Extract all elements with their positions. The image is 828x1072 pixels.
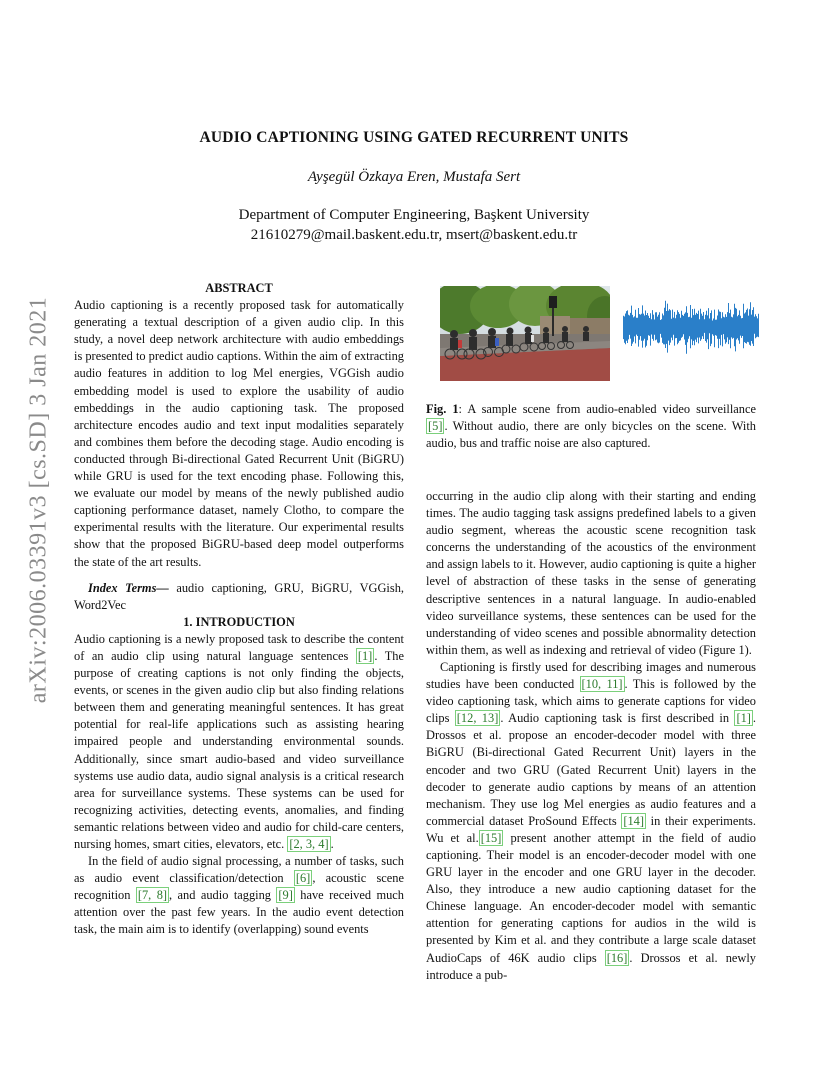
paper-title: AUDIO CAPTIONING USING GATED RECURRENT UNITS [199,129,629,146]
intro-paragraph-1 [74,631,404,853]
text-run: Captioning is firstly used for describing images and numerous studies have been conducted [426,659,756,692]
left-column [74,280,404,939]
text-run: in their experiments. Wu et al. [426,813,756,845]
text-run: . Without audio, there are only bicycles on the scene. With audio, bus and traffic noise are also captured. [426,419,756,451]
index-terms [74,580,404,614]
figure-1-caption [426,401,756,452]
citation-link[interactable]: [12, 13] [456,711,499,726]
affiliation [0,205,828,245]
citation-link[interactable]: [2, 3, 4] [289,837,329,851]
text-run: , and audio tagging [169,888,277,903]
arxiv-identifier-text: arXiv:2006.03391v3 [cs.SD] 3 Jan 2021 [25,296,52,704]
affiliation-emails: 21610279@mail.baskent.edu.tr, msert@baskent.edu.tr [250,227,578,243]
text-run: . The purpose of creating captions is not only finding the objects, events, or scenes in the given audio clip but also finding relations between them and generating meaningful sentences. It has great potential for real-life applications such as assisting hearing impaired people and understanding environmental sounds. Additionally, since smart audio-based and video surveillance systems use audio data, audio signal analysis is a critical research area for surveillance systems. These systems can be used for recognizing activities, detecting events, anomalies, and finding semantic relations between video and audio for child-care centers, nursing homes, smart cities, elevators, etc. [74,648,404,851]
citation-link[interactable]: [15] [480,830,502,845]
figure-label: Fig. 1 [426,402,459,416]
text-run: occurring in the audio clip along with their starting and ending times. The audio tagging task assigns predefined labels to a given audio segment, whereas the acoustic scene recognition task concerns the understanding of the acoustics of the environment and assign labels to it. However, audio captioning is quite a higher level of abstraction of these tasks in the sense of generating descriptive sentences in a natural language. In audio-enabled video surveillance systems, these sentences can be used for the understanding of video scenes and possible abnormality detection within them, as well as indexing and retrieval of video (Figure 1). [426,489,756,657]
paper-authors: Ayşegül Özkaya Eren, Mustafa Sert [307,169,521,185]
text-run: . Audio captioning task is first described in [500,711,735,726]
citation-link[interactable]: [7, 8] [137,888,168,903]
text-run: Audio captioning is a newly proposed task to describe the content of an audio clip using natural language sentences [74,631,404,663]
text-run: . Drossos et al. propose an encoder-decoder model with three BiGRU (Bi-directional Gated Recurrent Unit) layers in the encoder and two GRU (Gated Recurrent Unit) layers in the decoder to generate audio captions by means of an attention mechanism. They use log Mel energies as audio features and a commercial dataset ProSound Effects [426,711,756,828]
abstract-text: Audio captioning is a recently proposed task for automatically generating a textual description of a given audio clip. In this study, a novel deep network architecture with audio embeddings is presented to predict audio captions. Within the aim of extracting audio features in addition to log Mel energies, VGGish audio embedding model is used to explore the usability of audio embeddings in the audio captioning task. The proposed architecture encodes audio and text input modalities separately and combines them before the decoding stage. Audio encoding is conducted through Bi-directional Gated Recurrent Unit (BiGRU) while GRU is used for the text encoding phase. Following this, we evaluate our model by means of the newly published audio captioning performance dataset, namely Clotho, to compare the experimental results with the literature. Our experimental results show that the proposed BiGRU-based deep model outperforms the state of the art results. [74,298,404,569]
citation-link[interactable]: [5] [428,419,443,434]
text-run: , acoustic scene recognition [74,871,404,903]
audio-waveform [623,298,759,356]
intro-paragraph-3 [426,659,756,984]
index-terms-text: audio captioning, GRU, BiGRU, VGGish, Word2Vec [74,580,404,612]
index-terms-label: Index Terms— [88,580,169,595]
text-run: have received much attention over the past few years. In the audio event detection task, the main aim is to identify (overlapping) sound events [74,888,405,937]
intro-paragraph-2 [74,853,404,938]
text-run: : A sample scene from audio-enabled video surveillance [458,402,756,416]
text-run: In the field of audio signal processing, a number of tasks, such as audio event classification/detection [74,854,404,886]
affiliation-line: Department of Computer Engineering, Başkent University [238,207,590,223]
abstract-heading: ABSTRACT [205,281,273,295]
text-run: present another attempt in the field of audio captioning. Their model is an encoder-decoder model with one GRU layer in the encoder and one GRU layer in the decoder. Also, they introduce a new audio captioning dataset for the Chinese language. An encoder-decoder model with semantic attention for generating captions for audios in the wild is presented by Kim et al. and they contribute a large scale dataset AudioCaps of 46K audio clips [426,830,756,965]
citation-link[interactable]: [6] [295,871,311,886]
text-run: . Drossos et al. newly introduce a pub- [426,950,756,982]
citation-link[interactable]: [10, 11] [581,677,623,692]
citation-link[interactable]: [1] [736,711,751,726]
citation-link[interactable]: [9] [278,888,293,903]
citation-link[interactable]: [16] [606,950,628,965]
text-run: . [330,837,334,851]
street-scene-photo [440,286,610,381]
right-column [426,488,756,984]
introduction-heading: 1. INTRODUCTION [183,614,295,629]
intro-paragraph-2-continued [426,488,756,659]
figure-1 [440,286,760,382]
arxiv-identifier [18,296,60,704]
citation-link[interactable]: [14] [623,813,644,828]
citation-link[interactable]: [1] [357,648,373,663]
text-run: . This is followed by the video captioning task, which aims to generate captions for video clips [426,677,756,726]
